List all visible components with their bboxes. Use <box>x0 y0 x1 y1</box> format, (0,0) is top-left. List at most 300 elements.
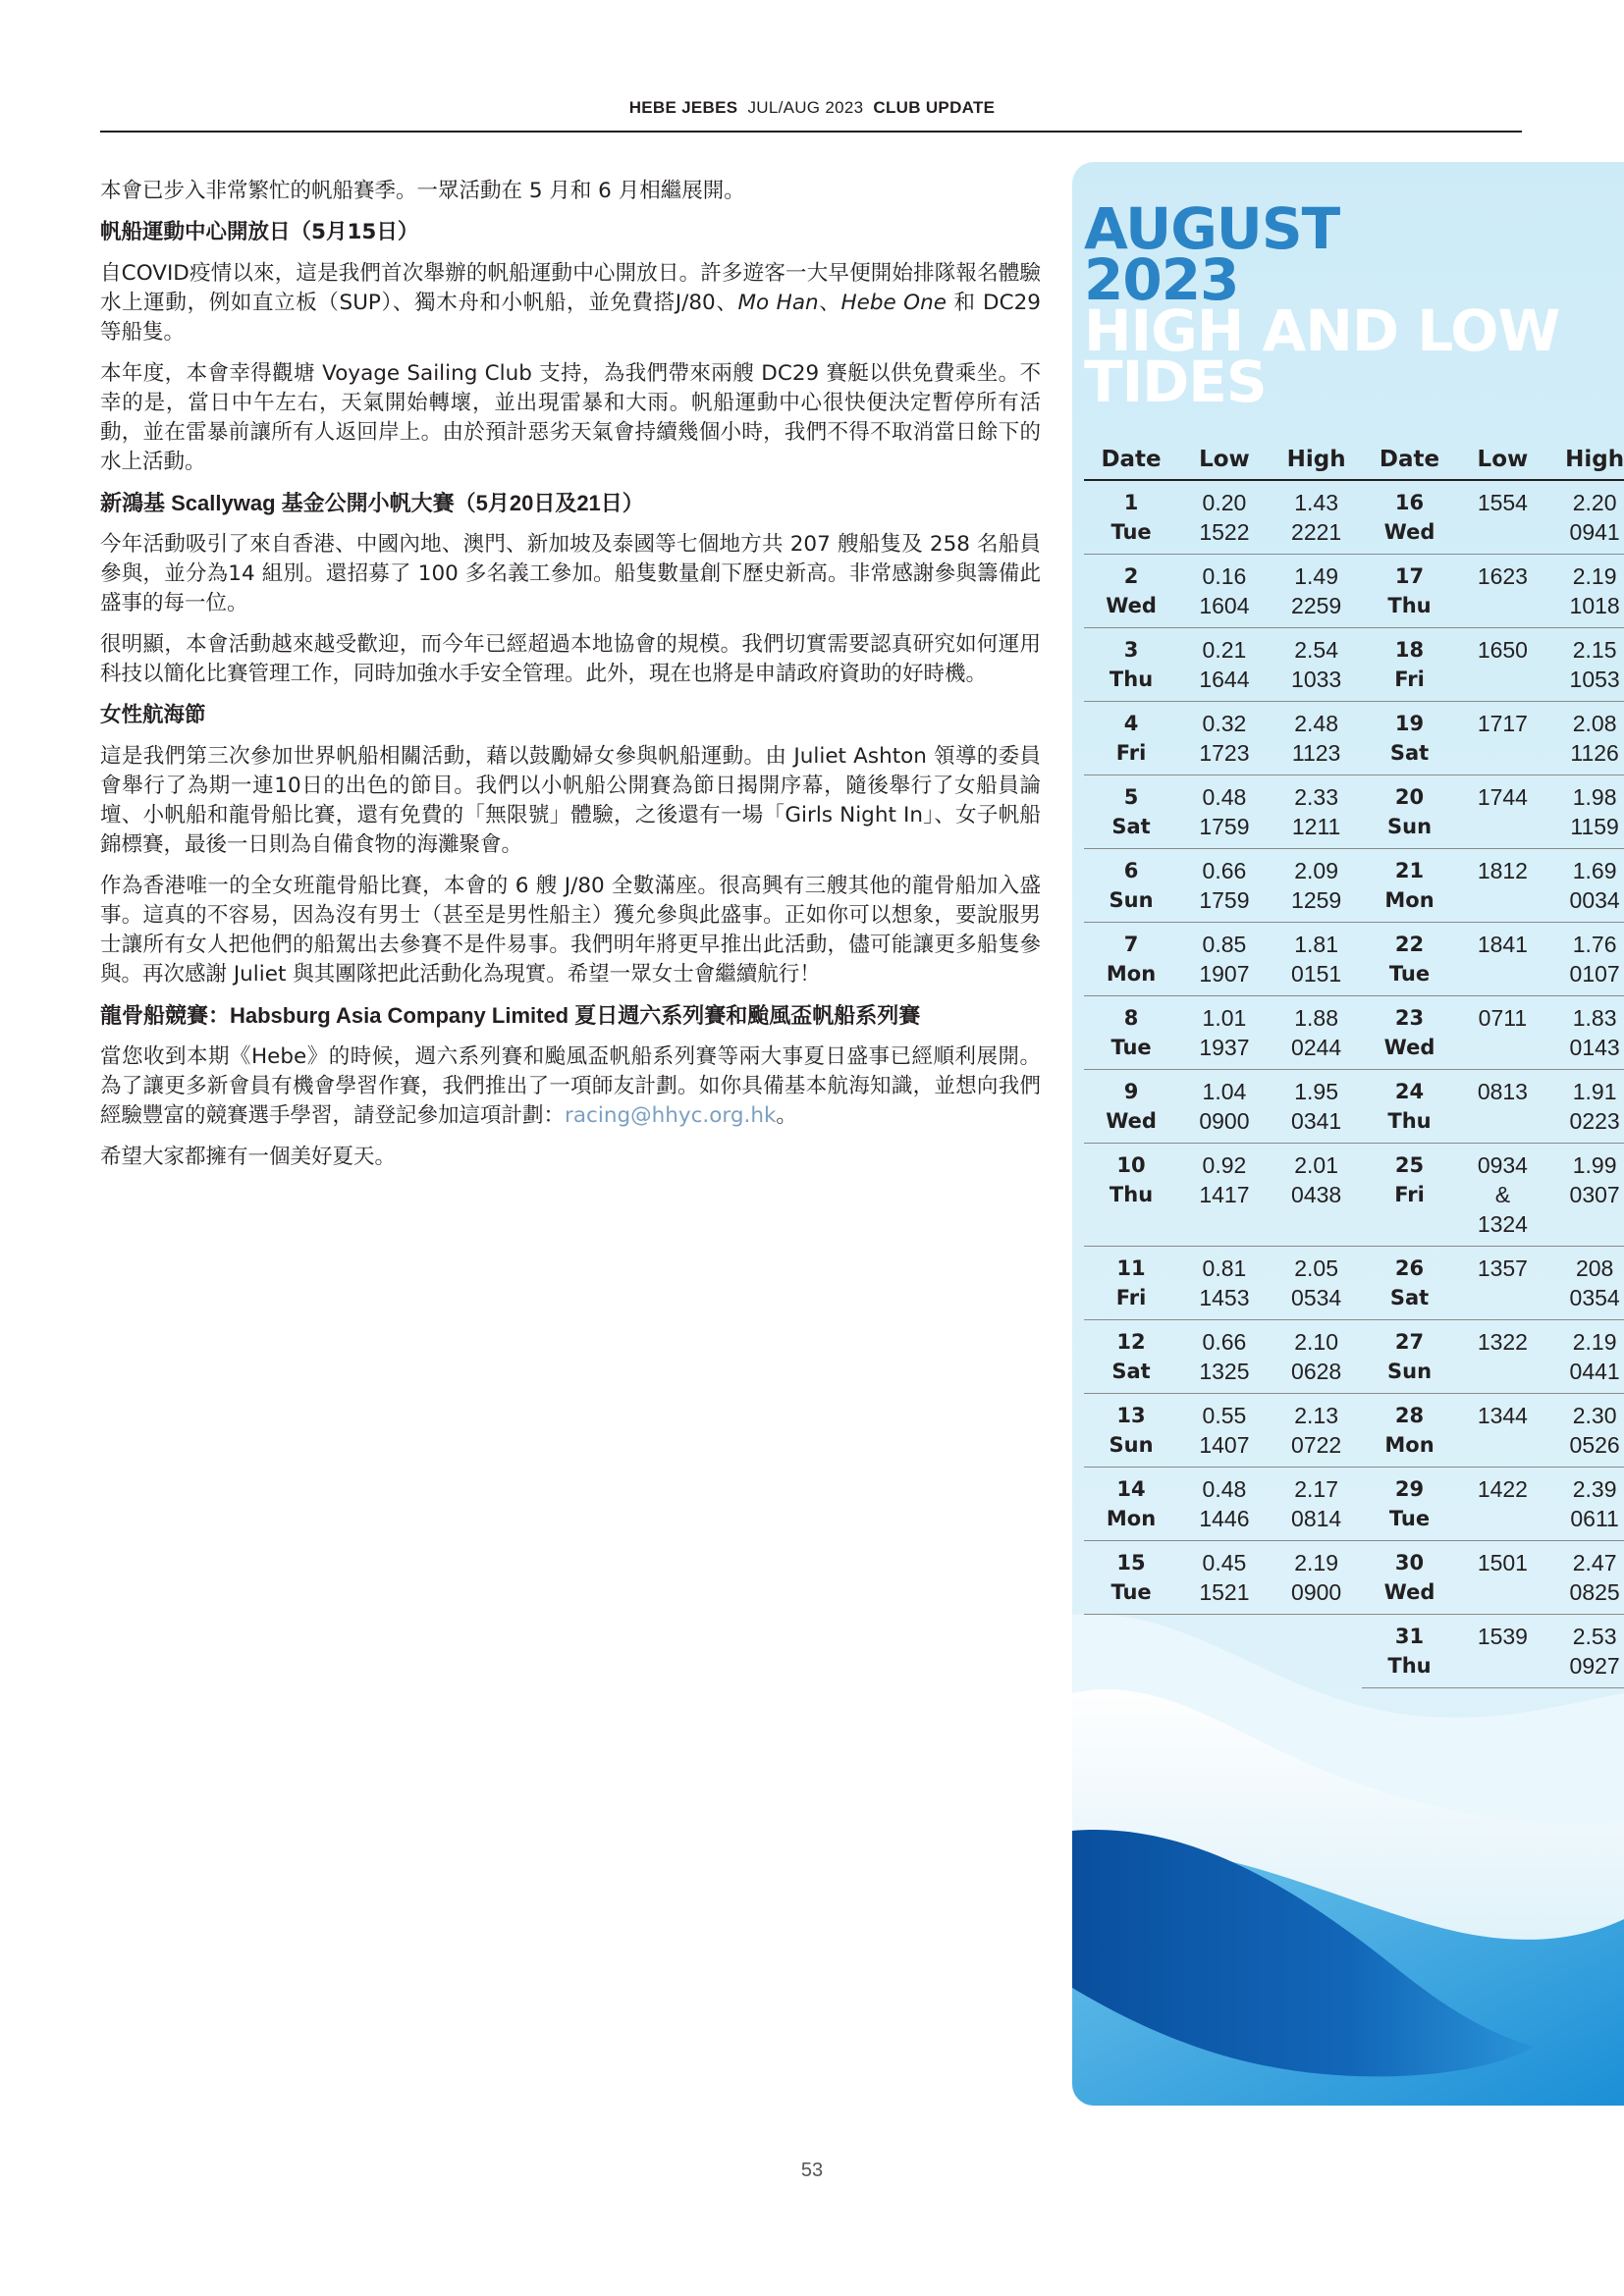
right-high <box>1548 996 1624 1070</box>
scallywag-paragraph-1: 今年活動吸引了來自香港、中國內地、澳門、新加坡及泰國等七個地方共 207 艘船隻及 258 名船員參與，並分為14 組別。還招募了 100 多名義工參加。船隻數量創下歷史新高。非常感謝參與籌備此盛事的每一位。 <box>100 532 1041 615</box>
left-high-line: 2.01 <box>1294 1152 1338 1178</box>
right-date <box>1362 1144 1456 1247</box>
left-high <box>1271 628 1363 702</box>
left-high-line: 2.17 <box>1294 1476 1338 1502</box>
left-date-line: Mon <box>1106 962 1157 986</box>
right-high-line: 2.20 <box>1572 490 1617 515</box>
left-low-line: 0.16 <box>1202 563 1247 589</box>
right-date <box>1362 628 1456 702</box>
right-low-line: 1650 <box>1477 637 1528 663</box>
left-date-line: 9 <box>1123 1080 1139 1103</box>
right-high <box>1548 1468 1624 1541</box>
scallywag-paragraph-2: 很明顯，本會活動越來越受歡迎，而今年已經超過本地協會的規模。我們切實需要認真研究如何運用科技以簡化比賽管理工作，同時加強水手安全管理。此外，現在也將是申請政府資助的好時機。 <box>100 632 1041 686</box>
header-rule <box>100 131 1522 133</box>
left-date <box>1084 628 1178 702</box>
right-date <box>1362 1247 1456 1320</box>
boat-name: Hebe One <box>840 291 947 315</box>
left-date <box>1084 775 1178 849</box>
left-high-line: 2.09 <box>1294 858 1338 883</box>
right-low <box>1457 849 1549 923</box>
left-date-line: Fri <box>1115 741 1147 765</box>
right-date <box>1362 1070 1456 1144</box>
right-low <box>1457 555 1549 628</box>
right-high <box>1548 1247 1624 1320</box>
left-high-line: 2.19 <box>1294 1550 1338 1575</box>
left-high <box>1271 1247 1363 1320</box>
left-low-line: 1407 <box>1199 1432 1250 1458</box>
left-date-line: Sat <box>1111 815 1151 838</box>
right-low-line: 1744 <box>1477 784 1528 810</box>
right-date-line: 31 <box>1394 1625 1425 1648</box>
left-low <box>1178 1394 1271 1468</box>
left-high-line: 2.10 <box>1294 1329 1338 1355</box>
left-date-line: 5 <box>1123 785 1139 809</box>
right-low <box>1457 1615 1549 1688</box>
text-run: 和 DC29 等船隻。 <box>100 291 1041 345</box>
intro-paragraph: 本會已步入非常繁忙的帆船賽季。一眾活動在 5 月和 6 月相繼展開。 <box>100 179 745 203</box>
right-low-line: 1422 <box>1477 1476 1528 1502</box>
section-heading-scallywag: 新鴻基 Scallywag 基金公開小帆大賽（5月20日及21日） <box>100 491 644 515</box>
left-low-line: 1907 <box>1199 961 1250 987</box>
left-date <box>1084 1320 1178 1394</box>
left-high-line: 0244 <box>1291 1035 1342 1060</box>
left-low-line: 0.85 <box>1202 932 1247 957</box>
right-high-line: 1053 <box>1569 667 1620 692</box>
left-date-line: Sat <box>1111 1360 1151 1383</box>
left-high-line: 1.43 <box>1294 490 1338 515</box>
left-high-line: 0814 <box>1291 1506 1342 1531</box>
section-heading-open-day: 帆船運動中心開放日（5月15日） <box>100 220 419 244</box>
right-date-line: 27 <box>1394 1330 1425 1354</box>
right-date-line: 20 <box>1394 785 1425 809</box>
tides-panel <box>1072 162 1624 2106</box>
left-high-line: 1259 <box>1291 887 1342 913</box>
right-high-line: 2.53 <box>1572 1624 1617 1649</box>
right-low <box>1457 1320 1549 1394</box>
right-high-line: 2.39 <box>1572 1476 1617 1502</box>
left-high <box>1271 1320 1363 1394</box>
right-high-line: 0441 <box>1569 1359 1620 1384</box>
section-heading-keelboat: 龍骨船競賽：Habsburg Asia Company Limited 夏日週六系列賽和颱風盃帆船系列賽 <box>100 1003 921 1028</box>
right-low <box>1457 1394 1549 1468</box>
left-high-line: 2.13 <box>1294 1403 1338 1428</box>
col-header-low: Low <box>1178 440 1271 480</box>
women-festival-paragraph-1: 這是我們第三次參加世界帆船相關活動，藉以鼓勵婦女參與帆船運動。由 Juliet Ashton 領導的委員會舉行了為期一連10日的出色的節目。我們以小帆船公開賽為節日揭開序幕，隨後舉行了女船員論壇、小帆船和龍骨船比賽，還有免費的「無限號」體驗，之後還有一場「Girls Night In」、女子帆船錦標賽，最後一日則為自備食物的海灘聚會。 <box>100 744 1041 857</box>
right-low-line: 1322 <box>1477 1329 1528 1355</box>
left-low <box>1178 996 1271 1070</box>
right-low <box>1457 1247 1549 1320</box>
text-run: 自COVID疫情以來，這是我們首次舉辦的帆船運動中心開放日。許多遊客一大早便開始排隊報名體驗水上運動，例如直立板（SUP）、獨木舟和小帆船，並免費搭J/80、 <box>100 261 1041 315</box>
left-high <box>1271 1144 1363 1247</box>
right-date <box>1362 996 1456 1070</box>
left-high-line: 2.54 <box>1294 637 1338 663</box>
right-high-line: 1.99 <box>1572 1152 1617 1178</box>
right-date <box>1362 775 1456 849</box>
left-low-line: 0.66 <box>1202 858 1247 883</box>
left-date-line: 15 <box>1116 1551 1146 1575</box>
text-run: 、 <box>818 291 841 315</box>
keelboat-paragraph <box>100 1042 1041 1131</box>
tide-row <box>1084 923 1624 996</box>
right-low-line: 1501 <box>1477 1550 1528 1575</box>
right-low-line: 1623 <box>1477 563 1528 589</box>
left-high-line: 2.48 <box>1294 711 1338 736</box>
right-date-line: 28 <box>1394 1404 1425 1427</box>
left-low-line: 1446 <box>1199 1506 1250 1531</box>
left-date-line: 12 <box>1116 1330 1146 1354</box>
left-low-line: 0.20 <box>1202 490 1247 515</box>
tides-body <box>1084 480 1624 1688</box>
right-low <box>1457 1468 1549 1541</box>
article-body <box>100 177 1041 1184</box>
left-low <box>1178 1615 1271 1688</box>
header-magazine: HEBE JEBES <box>628 98 738 117</box>
left-high-line: 1211 <box>1291 814 1341 839</box>
right-low <box>1457 1070 1549 1144</box>
left-date-line: Mon <box>1106 1507 1157 1530</box>
left-low-line: 0.55 <box>1202 1403 1247 1428</box>
running-header <box>0 98 1624 118</box>
right-high <box>1548 555 1624 628</box>
left-high <box>1271 555 1363 628</box>
right-low-line: 1539 <box>1477 1624 1528 1649</box>
left-high <box>1271 923 1363 996</box>
left-high <box>1271 1070 1363 1144</box>
right-high-line: 2.47 <box>1572 1550 1617 1575</box>
left-low <box>1178 923 1271 996</box>
left-low-line: 1937 <box>1199 1035 1250 1060</box>
right-date-line: Sun <box>1387 1360 1433 1383</box>
right-high-line: 1018 <box>1569 593 1620 618</box>
left-low <box>1178 1070 1271 1144</box>
right-date-line: 22 <box>1394 933 1425 956</box>
left-low-line: 0.66 <box>1202 1329 1247 1355</box>
title-line-3: HIGH AND LOW <box>1084 297 1560 364</box>
right-low <box>1457 923 1549 996</box>
tide-row <box>1084 849 1624 923</box>
left-date-line: 2 <box>1123 564 1139 588</box>
text-run: 。 <box>776 1103 797 1128</box>
left-high-line: 1.49 <box>1294 563 1338 589</box>
right-date-line: Sun <box>1387 815 1433 838</box>
left-low-line: 1417 <box>1199 1182 1250 1207</box>
right-date-line: Fri <box>1394 1183 1425 1206</box>
right-high-line: 2.30 <box>1572 1403 1617 1428</box>
left-date <box>1084 996 1178 1070</box>
tide-row <box>1084 628 1624 702</box>
tides-title <box>1084 195 1560 415</box>
left-low-line: 0.48 <box>1202 1476 1247 1502</box>
left-high-line: 2221 <box>1291 519 1342 545</box>
left-low-line: 0900 <box>1199 1108 1250 1134</box>
right-high-line: 0107 <box>1569 961 1620 987</box>
section-heading-women-festival: 女性航海節 <box>100 703 206 727</box>
right-high-line: 208 <box>1575 1255 1614 1281</box>
right-high <box>1548 1320 1624 1394</box>
text-run: 當您收到本期《Hebe》的時候，週六系列賽和颱風盃帆船系列賽等兩大事夏日盛事已經順利展開。為了讓更多新會員有機會學習作賽，我們推出了一項師友計劃。如你具備基本航海知識，並想向我們經驗豐富的競賽選手學習，請登記參加這項計劃： <box>100 1044 1041 1128</box>
left-date-line: 3 <box>1123 638 1139 662</box>
tide-row <box>1084 702 1624 775</box>
left-date-line: Wed <box>1106 594 1157 617</box>
left-high-line: 2.05 <box>1294 1255 1338 1281</box>
right-low <box>1457 1541 1549 1615</box>
right-date-line: 29 <box>1394 1477 1425 1501</box>
left-low-line: 1453 <box>1199 1285 1250 1310</box>
right-high <box>1548 628 1624 702</box>
left-date-line: 10 <box>1116 1153 1146 1177</box>
left-date <box>1084 702 1178 775</box>
right-high-line: 0354 <box>1569 1285 1620 1310</box>
right-date-line: 21 <box>1394 859 1425 882</box>
left-low-line: 0.81 <box>1202 1255 1247 1281</box>
right-high <box>1548 1144 1624 1247</box>
right-high-line: 2.19 <box>1572 1329 1617 1355</box>
right-high <box>1548 923 1624 996</box>
left-high-line: 1.88 <box>1294 1005 1338 1031</box>
right-date-line: 17 <box>1394 564 1425 588</box>
right-high-line: 1.98 <box>1572 784 1617 810</box>
left-date <box>1084 480 1178 555</box>
right-low-line: 1324 <box>1477 1211 1528 1237</box>
tide-row <box>1084 1144 1624 1247</box>
left-low-line: 1759 <box>1199 814 1250 839</box>
left-low-line: 1759 <box>1199 887 1250 913</box>
left-high <box>1271 1394 1363 1468</box>
right-low-line: 1357 <box>1477 1255 1528 1281</box>
right-date-line: 19 <box>1394 712 1425 735</box>
right-high <box>1548 1541 1624 1615</box>
left-high <box>1271 1541 1363 1615</box>
right-date <box>1362 1541 1456 1615</box>
left-high-line: 1033 <box>1291 667 1342 692</box>
right-date-line: Fri <box>1394 667 1425 691</box>
right-high-line: 0611 <box>1570 1506 1619 1531</box>
right-date-line: Thu <box>1387 594 1432 617</box>
right-high <box>1548 1394 1624 1468</box>
right-high-line: 0526 <box>1569 1432 1620 1458</box>
header-section: CLUB UPDATE <box>873 98 996 117</box>
left-high-line: 0438 <box>1291 1182 1342 1207</box>
left-low <box>1178 702 1271 775</box>
right-date-line: 25 <box>1394 1153 1425 1177</box>
left-high <box>1271 480 1363 555</box>
left-low-line: 1.01 <box>1202 1005 1247 1031</box>
right-date-line: Sat <box>1389 1286 1430 1309</box>
right-low-line: 1812 <box>1477 858 1528 883</box>
left-high-line: 0341 <box>1291 1108 1342 1134</box>
tide-row <box>1084 480 1624 555</box>
left-date <box>1084 555 1178 628</box>
right-low-line: 1717 <box>1477 711 1528 736</box>
left-low-line: 0.45 <box>1202 1550 1247 1575</box>
left-low <box>1178 775 1271 849</box>
open-day-paragraph-2: 本年度，本會幸得觀塘 Voyage Sailing Club 支持，為我們帶來兩艘 DC29 賽艇以供免費乘坐。不幸的是，當日中午左右，天氣開始轉壞，並出現雷暴和大雨。帆船運動中心很快便決定暫停所有活動，並在雷暴前讓所有人返回岸上。由於預計惡劣天氣會持續幾個小時，我們不得不取消當日餘下的水上活動。 <box>100 361 1041 474</box>
right-date-line: Mon <box>1384 1433 1435 1457</box>
left-date-line: 13 <box>1116 1404 1146 1427</box>
right-date-line: Mon <box>1384 888 1435 912</box>
left-low-line: 1604 <box>1199 593 1250 618</box>
right-date-line: Thu <box>1387 1654 1432 1678</box>
col-header-high-2: High <box>1548 440 1624 480</box>
right-high-line: 2.15 <box>1572 637 1617 663</box>
title-line-4: TIDES <box>1084 348 1267 415</box>
right-date-line: Tue <box>1388 1507 1431 1530</box>
right-low <box>1457 628 1549 702</box>
right-date-line: 23 <box>1394 1006 1425 1030</box>
left-date <box>1084 1615 1178 1688</box>
right-high-line: 1.76 <box>1572 932 1617 957</box>
left-low <box>1178 849 1271 923</box>
left-date-line: 4 <box>1123 712 1139 735</box>
right-date <box>1362 1615 1456 1688</box>
left-high-line: 0722 <box>1291 1432 1342 1458</box>
left-low-line: 1644 <box>1199 667 1250 692</box>
left-date-line: 6 <box>1123 859 1139 882</box>
right-high-line: 1126 <box>1570 740 1619 766</box>
tide-row <box>1084 1615 1624 1688</box>
left-high <box>1271 996 1363 1070</box>
left-date-line: Wed <box>1106 1109 1157 1133</box>
right-high-line: 1.69 <box>1572 858 1617 883</box>
right-date <box>1362 1320 1456 1394</box>
right-high-line: 1.91 <box>1572 1079 1617 1104</box>
right-high-line: 2.08 <box>1572 711 1617 736</box>
col-header-date: Date <box>1084 440 1178 480</box>
left-date-line: 14 <box>1116 1477 1146 1501</box>
left-date <box>1084 923 1178 996</box>
right-date-line: 26 <box>1394 1256 1425 1280</box>
page-number: 53 <box>800 2160 824 2181</box>
left-high-line: 0534 <box>1291 1285 1342 1310</box>
racing-email-link[interactable]: racing@hhyc.org.hk <box>565 1103 777 1128</box>
right-low <box>1457 996 1549 1070</box>
left-high-line: 0151 <box>1291 961 1342 987</box>
right-high <box>1548 480 1624 555</box>
right-high <box>1548 775 1624 849</box>
left-low <box>1178 1320 1271 1394</box>
right-low-line: 1554 <box>1477 490 1528 515</box>
left-high <box>1271 849 1363 923</box>
tide-row <box>1084 1394 1624 1468</box>
right-low-line: 0813 <box>1477 1079 1528 1104</box>
left-date <box>1084 1144 1178 1247</box>
right-date <box>1362 1394 1456 1468</box>
right-high-line: 0307 <box>1569 1182 1620 1207</box>
right-high <box>1548 702 1624 775</box>
right-date <box>1362 702 1456 775</box>
left-date-line: Sun <box>1109 1433 1154 1457</box>
right-low <box>1457 480 1549 555</box>
left-low <box>1178 1468 1271 1541</box>
right-high-line: 1159 <box>1570 814 1619 839</box>
left-low-line: 1522 <box>1199 519 1250 545</box>
right-low-line: & <box>1494 1182 1511 1207</box>
tide-row <box>1084 1247 1624 1320</box>
right-high-line: 2.19 <box>1572 563 1617 589</box>
women-festival-paragraph-2: 作為香港唯一的全女班龍骨船比賽，本會的 6 艘 J/80 全數滿座。很高興有三艘其他的龍骨船加入盛事。這真的不容易，因為沒有男士（甚至是男性船主）獲允參與此盛事。正如你可以想象，要說服男士讓所有女人把他們的船駕出去參賽不是件易事。我們明年將更早推出此活動，儘可能讓更多船隻參與。再次感謝 Juliet 與其團隊把此活動化為現實。希望一眾女士會繼續航行！ <box>100 874 1041 987</box>
right-low-line: 0934 <box>1477 1152 1528 1178</box>
right-high-line: 0927 <box>1569 1653 1620 1679</box>
left-low <box>1178 628 1271 702</box>
left-high-line: 1.81 <box>1294 932 1338 957</box>
right-date-line: 30 <box>1394 1551 1425 1575</box>
right-date-line: Sat <box>1389 741 1430 765</box>
col-header-high: High <box>1271 440 1363 480</box>
right-high <box>1548 849 1624 923</box>
left-date-line: Tue <box>1110 520 1152 544</box>
left-high-line: 1.95 <box>1294 1079 1338 1104</box>
right-high-line: 1.83 <box>1572 1005 1617 1031</box>
title-year: 2023 <box>1084 246 1239 313</box>
tide-row <box>1084 1541 1624 1615</box>
right-high-line: 0223 <box>1569 1108 1620 1134</box>
right-date-line: 24 <box>1394 1080 1425 1103</box>
left-high <box>1271 775 1363 849</box>
left-low <box>1178 480 1271 555</box>
right-low-line: 0711 <box>1478 1005 1528 1031</box>
left-low <box>1178 1247 1271 1320</box>
left-date-line: Fri <box>1115 1286 1147 1309</box>
left-date <box>1084 1070 1178 1144</box>
left-high <box>1271 702 1363 775</box>
left-date <box>1084 1247 1178 1320</box>
right-date-line: 16 <box>1394 491 1425 514</box>
left-date-line: 1 <box>1123 491 1139 514</box>
left-date-line: 11 <box>1116 1256 1146 1280</box>
boat-name: Mo Han <box>737 291 819 315</box>
left-low-line: 0.92 <box>1202 1152 1247 1178</box>
left-high <box>1271 1615 1363 1688</box>
tide-row <box>1084 1468 1624 1541</box>
left-date <box>1084 1468 1178 1541</box>
right-date-line: 18 <box>1394 638 1425 662</box>
left-date <box>1084 1541 1178 1615</box>
open-day-paragraph-1 <box>100 259 1041 347</box>
left-date-line: Tue <box>1110 1036 1152 1059</box>
tide-row <box>1084 775 1624 849</box>
left-date <box>1084 1394 1178 1468</box>
left-date-line: Thu <box>1109 667 1154 691</box>
tide-row <box>1084 555 1624 628</box>
tides-header-row <box>1084 440 1624 480</box>
tide-row <box>1084 1320 1624 1394</box>
left-low-line: 1521 <box>1199 1579 1250 1605</box>
left-date-line: Thu <box>1109 1183 1154 1206</box>
left-high-line: 1123 <box>1291 740 1341 766</box>
closing-paragraph: 希望大家都擁有一個美好夏天。 <box>100 1145 397 1169</box>
left-date <box>1084 849 1178 923</box>
tide-row <box>1084 996 1624 1070</box>
title-month: AUGUST <box>1084 195 1340 262</box>
left-low-line: 1325 <box>1199 1359 1250 1384</box>
left-date-line: Sun <box>1109 888 1154 912</box>
left-high-line: 2259 <box>1291 593 1342 618</box>
right-date-line: Tue <box>1388 962 1431 986</box>
left-low-line: 1723 <box>1199 740 1250 766</box>
right-high-line: 0941 <box>1569 519 1620 545</box>
right-low <box>1457 702 1549 775</box>
right-date <box>1362 1468 1456 1541</box>
right-date-line: Wed <box>1383 1036 1435 1059</box>
left-low-line: 0.21 <box>1202 637 1247 663</box>
left-low <box>1178 1144 1271 1247</box>
left-high-line: 0628 <box>1291 1359 1342 1384</box>
right-date-line: Wed <box>1383 520 1435 544</box>
left-date-line: 8 <box>1123 1006 1139 1030</box>
right-date <box>1362 555 1456 628</box>
right-high <box>1548 1070 1624 1144</box>
left-high <box>1271 1468 1363 1541</box>
